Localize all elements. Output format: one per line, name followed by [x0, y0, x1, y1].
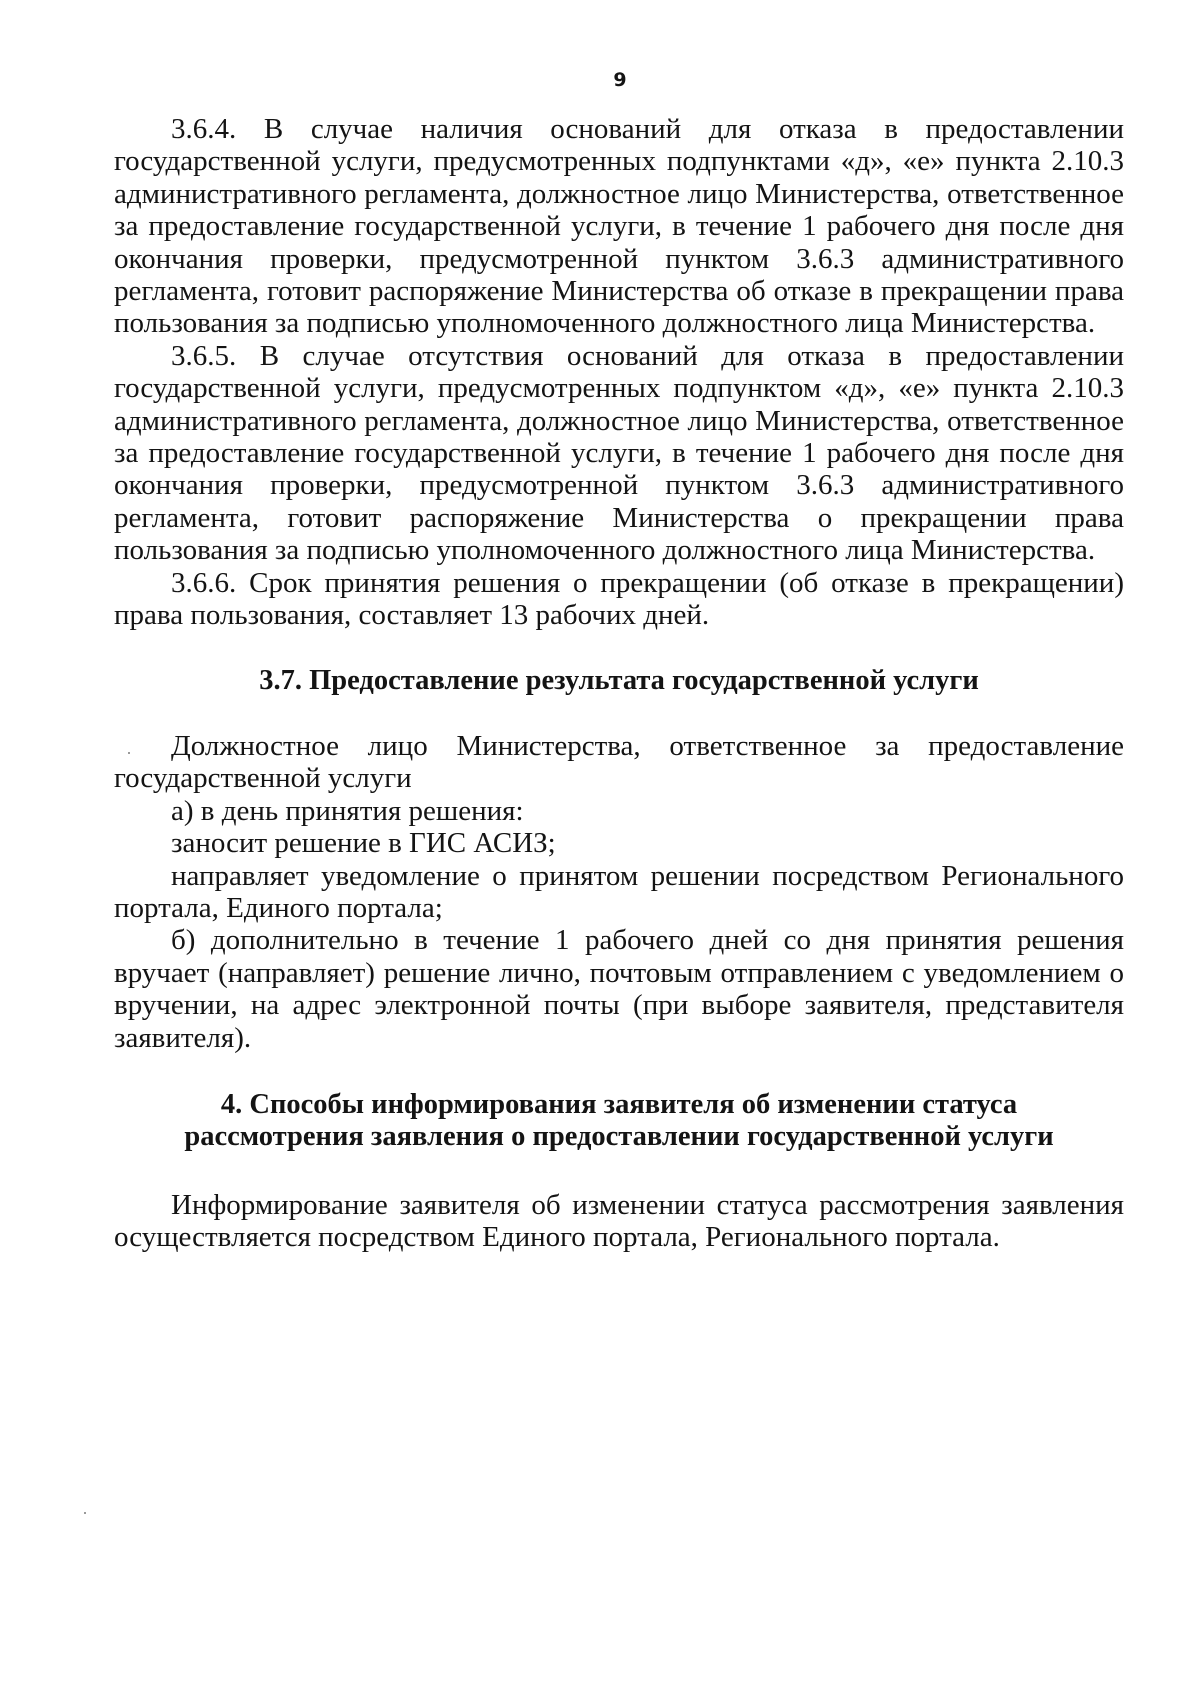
heading-section-4-line-2: рассмотрения заявления о предоставлении государственной услуги: [184, 1121, 1054, 1153]
page-number: 9: [613, 69, 627, 91]
scan-speck: [84, 1512, 86, 1514]
heading-section-3-7: 3.7. Предоставление результата государственной услуги: [259, 664, 979, 696]
paragraph-3-6-4: 3.6.4. В случае наличия оснований для отказа в предоставлении государственной услуги, предусмотренных подпунктами «д», «е» пункта 2.10.3 административного регламента, должностное лицо Министерства, ответственное за предоставление государственной услуги, в течение 1 рабочего дня после дня окончания проверки, предусмотренной пунктом 3.6.3 административного регламента, готовит распоряжение Министерства об отказе в прекращении права пользования за подписью уполномоченного должностного лица Министерства.: [114, 113, 1124, 340]
heading-section-4: [114, 1089, 1124, 1154]
paragraph-3-7-item-a2: направляет уведомление о принятом решении посредством Регионального портала, Единого портала;: [114, 859, 1124, 924]
paragraph-3-7-intro: Должностное лицо Министерства, ответственное за предоставление государственной услуги: [114, 729, 1124, 795]
paragraph-3-6-5: 3.6.5. В случае отсутствия оснований для отказа в предоставлении государственной услуги, предусмотренных подпунктом «д», «е» пункта 2.10.3 административного регламента, должностное лицо Министерства, ответственное за предоставление государственной услуги, в течение 1 рабочего дня после дня окончания проверки, предусмотренной пунктом 3.6.3 административного регламента, готовит распоряжение Министерства о прекращении права пользования за подписью уполномоченного должностного лица Министерства.: [114, 339, 1124, 567]
document-body: [114, 113, 1124, 1254]
heading-section-4-line-1: 4. Способы информирования заявителя об изменении статуса: [220, 1088, 1018, 1120]
paragraph-3-6-6: 3.6.6. Срок принятия решения о прекращении (об отказе в прекращении) права пользования, составляет 13 рабочих дней.: [114, 566, 1124, 632]
paragraph-3-7-item-a1: заносит решение в ГИС АСИЗ;: [171, 827, 556, 860]
scan-speck: [128, 752, 130, 754]
paragraph-3-7-item-b: б) дополнительно в течение 1 рабочего дней со дня принятия решения вручает (направляет) решение лично, почтовым отправлением с уведомлением о вручении, на адрес электронной почты (при выборе заявителя, представителя заявителя).: [114, 924, 1124, 1054]
paragraph-3-7-item-a: а) в день принятия решения:: [171, 794, 524, 827]
paragraph-section-4: Информирование заявителя об изменении статуса рассмотрения заявления осуществляется посредством Единого портала, Регионального портала.: [114, 1188, 1124, 1254]
